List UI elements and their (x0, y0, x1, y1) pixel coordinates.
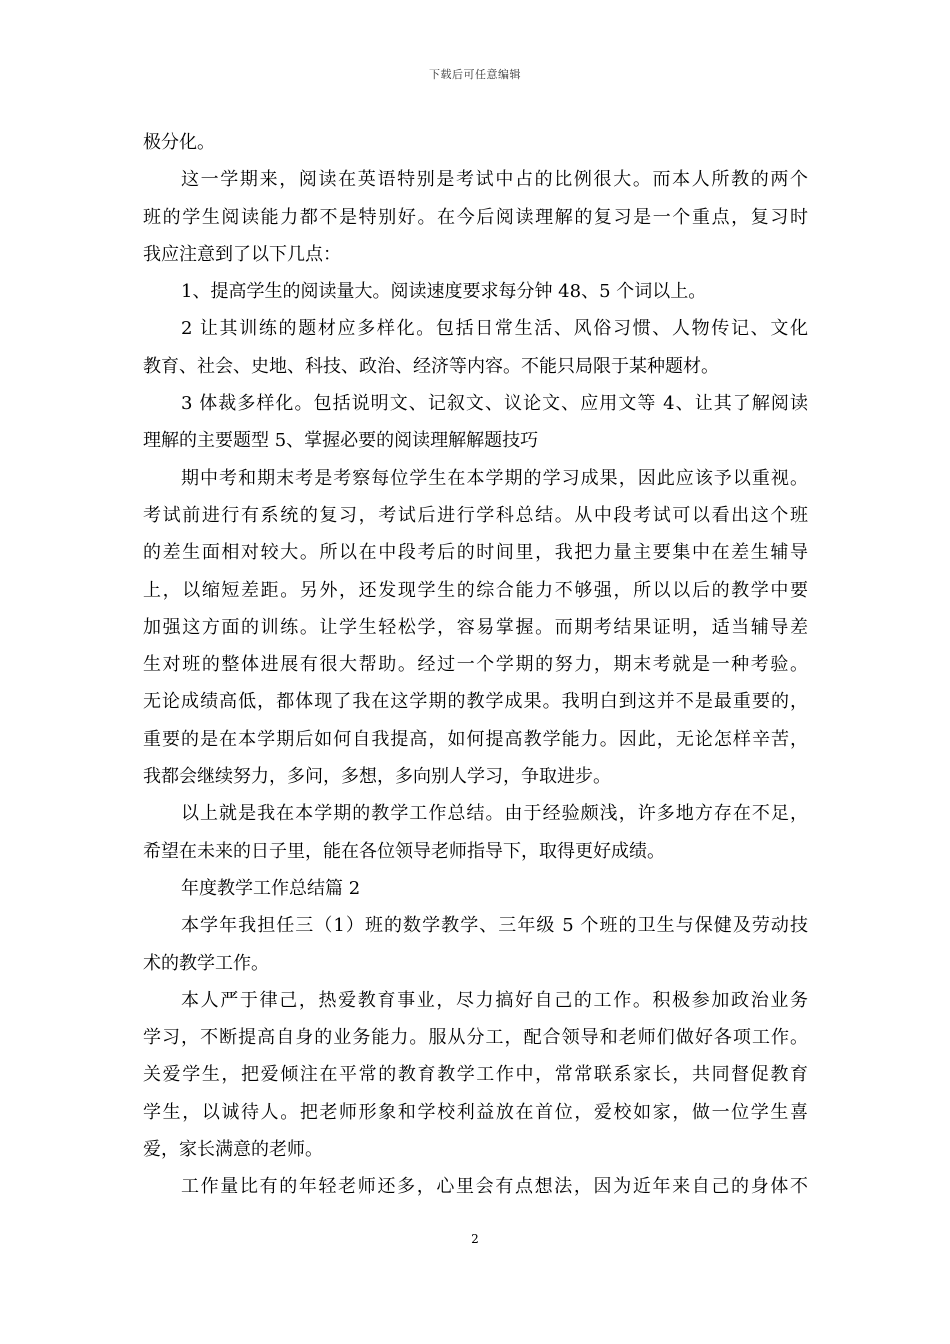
text-line: 极分化。 (143, 132, 215, 153)
text-line: 加强这方面的训练。让学生轻松学，容易掌握。而期考结果证明，适当辅导差 (143, 616, 808, 638)
text-line: 学习，不断提高自身的业务能力。服从分工，配合领导和老师们做好各项工作。 (143, 1027, 808, 1049)
text-line: 重要的是在本学期后如何自我提高，如何提高教学能力。因此，无论怎样辛苦， (143, 728, 808, 750)
text-line: 关爱学生，把爱倾注在平常的教育教学工作中，常常联系家长，共同督促教育 (143, 1064, 808, 1086)
text-line: 的差生面相对较大。所以在中段考后的时间里，我把力量主要集中在差生辅导 (143, 542, 808, 564)
document-body (143, 124, 808, 1206)
text-line: 3 体裁多样化。包括说明文、记叙文、议论文、应用文等 4、让其了解阅读 (181, 393, 808, 415)
page-number: 2 (471, 1232, 479, 1246)
text-line: 教育、社会、史地、科技、政治、经济等内容。不能只局限于某种题材。 (143, 355, 719, 377)
page-header: 下载后可任意编辑 (429, 68, 521, 81)
text-line: 1、提高学生的阅读量大。阅读速度要求每分钟 48、5 个词以上。 (181, 281, 707, 303)
text-line: 期中考和期末考是考察每位学生在本学期的学习成果，因此应该予以重视。 (181, 467, 808, 489)
text-line: 生对班的整体进展有很大帮助。经过一个学期的努力，期末考就是一种考验。 (143, 654, 808, 676)
text-line: 本人严于律己，热爱教育事业，尽力搞好自己的工作。积极参加政治业务 (181, 989, 808, 1011)
text-line: 考试前进行有系统的复习，考试后进行学科总结。从中段考试可以看出这个班 (143, 504, 808, 526)
text-line: 学生，以诚待人。把老师形象和学校利益放在首位，爱校如家，做一位学生喜 (143, 1101, 808, 1123)
text-line: 爱，家长满意的老师。 (143, 1139, 323, 1161)
text-line: 希望在未来的日子里，能在各位领导老师指导下，取得更好成绩。 (143, 840, 665, 862)
text-line: 术的教学工作。 (143, 952, 269, 974)
text-line: 无论成绩高低，都体现了我在这学期的教学成果。我明白到这并不是最重要的， (143, 691, 808, 713)
text-line: 本学年我担任三（1）班的数学教学、三年级 5 个班的卫生与保健及劳动技 (181, 915, 808, 937)
text-line: 年度教学工作总结篇 2 (181, 877, 361, 899)
text-line: 班的学生阅读能力都不是特别好。在今后阅读理解的复习是一个重点，复习时 (143, 206, 808, 228)
text-line: 上，以缩短差距。另外，还发现学生的综合能力不够强，所以以后的教学中要 (143, 579, 808, 601)
text-line: 我应注意到了以下几点： (143, 243, 341, 265)
text-line: 工作量比有的年轻老师还多，心里会有点想法，因为近年来自己的身体不 (181, 1176, 808, 1198)
text-line: 2 让其训练的题材应多样化。包括日常生活、风俗习惯、人物传记、文化 (181, 318, 808, 340)
text-line: 理解的主要题型 5、掌握必要的阅读理解解题技巧 (143, 430, 539, 452)
text-line: 我都会继续努力，多问，多想，多向别人学习，争取进步。 (143, 766, 611, 788)
text-line: 以上就是我在本学期的教学工作总结。由于经验颇浅，许多地方存在不足， (181, 803, 808, 825)
text-line: 这一学期来，阅读在英语特别是考试中占的比例很大。而本人所教的两个 (181, 169, 808, 191)
